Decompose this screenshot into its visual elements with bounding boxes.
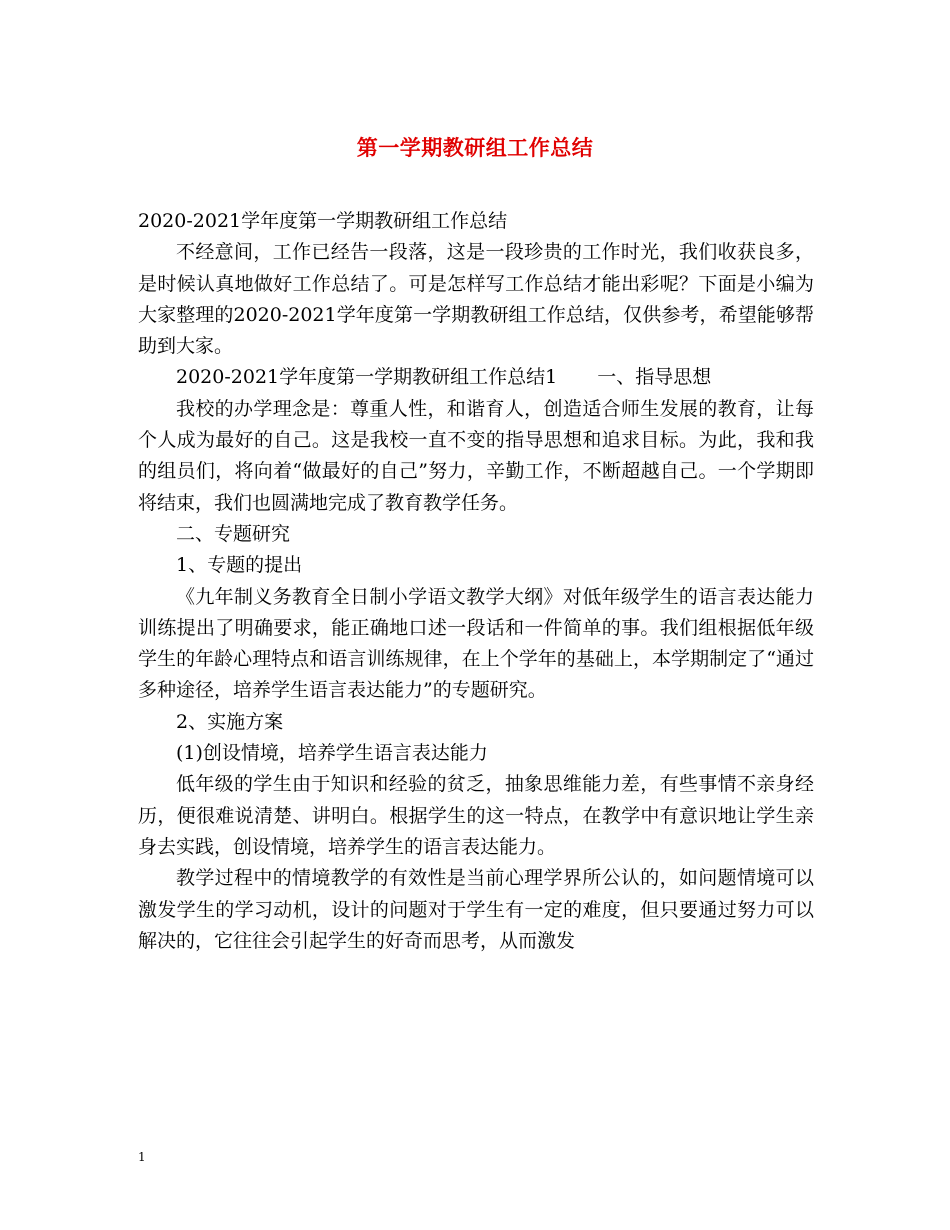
- guiding-thought-paragraph: 我校的办学理念是：尊重人性，和谐育人，创造适合师生发展的教育，让每个人成为最好的自己。这是我校一直不变的指导思想和追求目标。为此，我和我的组员们，将向着“做最好的自己”努力，辛勤工作，不断超越自己。一个学期即将结束，我们也圆满地完成了教育教学任务。: [138, 397, 814, 514]
- proposal-paragraph: 《九年制义务教育全日制小学语文教学大纲》对低年级学生的语言表达能力训练提出了明确要求，能正确地口述一段话和一件简单的事。我们组根据低年级学生的年龄心理特点和语言训练规律，在上个学年的基础上，本学期制定了“通过多种途径，培养学生语言表达能力”的专题研究。: [138, 585, 814, 702]
- subsection-heading-proposal: 1、专题的提出: [176, 554, 303, 577]
- section-summary-label: 2020-2021学年度第一学期教研组工作总结1: [176, 366, 558, 389]
- document-subtitle: 2020-2021学年度第一学期教研组工作总结: [138, 210, 508, 232]
- section-heading-topic-research: 二、专题研究: [176, 522, 291, 545]
- intro-paragraph: 不经意间，工作已经告一段落，这是一段珍贵的工作时光，我们收获良多，是时候认真地做好工作总结了。可是怎样写工作总结才能出彩呢？下面是小编为大家整理的2020-2021学年度第一学期教研组工作总结，仅供参考，希望能够帮助到大家。: [138, 241, 814, 358]
- section-guiding-thought: 一、指导思想: [597, 366, 712, 389]
- section-heading-line: [138, 362, 814, 393]
- plan-item-heading: (1)创设情境，培养学生语言表达能力: [176, 742, 488, 765]
- plan-paragraph-2: 教学过程中的情境教学的有效性是当前心理学界所公认的，如问题情境可以激发学生的学习动机，设计的问题对于学生有一定的难度，但只要通过努力可以解决的，它往往会引起学生的好奇而思考，从而激发: [138, 867, 814, 952]
- page-number: 1: [138, 1150, 146, 1164]
- document-title: 第一学期教研组工作总结: [356, 135, 594, 160]
- document-body: [138, 206, 814, 957]
- plan-paragraph-1: 低年级的学生由于知识和经验的贫乏，抽象思维能力差，有些事情不亲身经历，便很难说清楚、讲明白。根据学生的这一特点，在教学中有意识地让学生亲身去实践，创设情境，培养学生的语言表达能力。: [138, 773, 814, 858]
- subsection-heading-plan: 2、实施方案: [176, 710, 284, 733]
